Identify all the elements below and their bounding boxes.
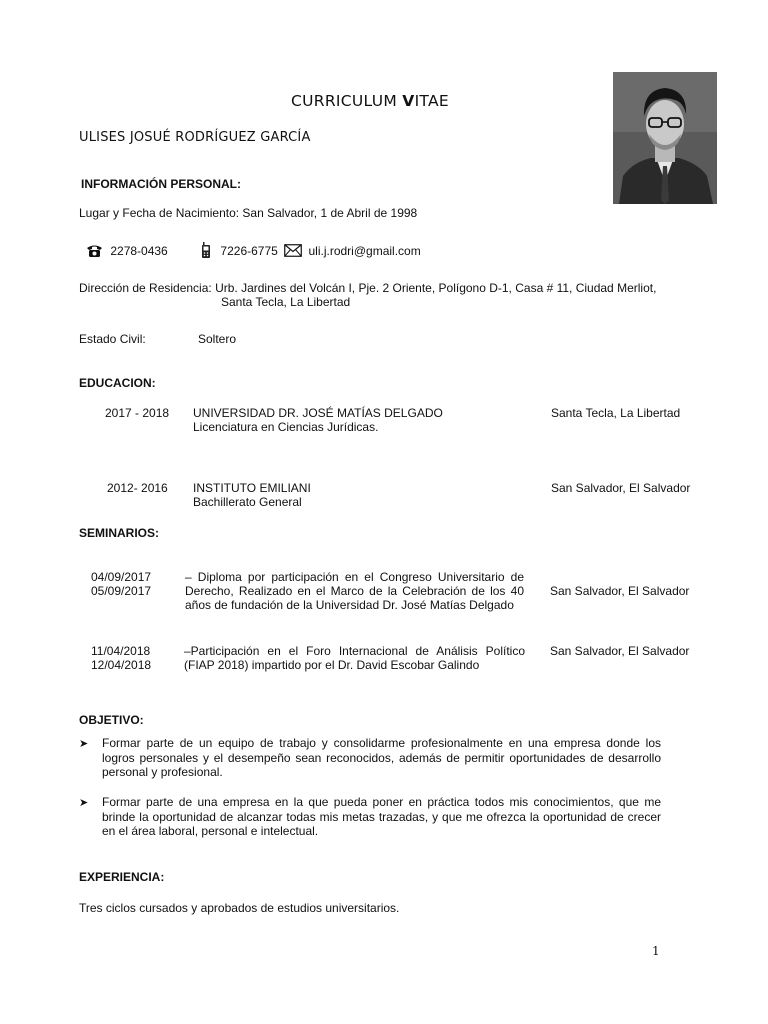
education-years: 2012- 2016 [107,481,168,495]
title-initial: V [402,92,415,110]
seminar-date-start: 04/09/2017 [91,570,152,584]
mobile-number: 7226-6775 [220,244,278,259]
education-school: INSTITUTO EMILIANI [193,481,311,495]
objective-item: Formar parte de una empresa en la que pueda poner en práctica todos mis conocimientos, que me brinde la oportunidad de alcanzar todas mis metas trazadas, y que me ofrezca la oportunidad de crecer en el área laboral, personal e intelectual. [102,795,661,838]
experience-text: Tres ciclos cursados y aprobados de estudios universitarios. [79,901,400,915]
education-degree: Licenciatura en Ciencias Jurídicas. [193,420,379,434]
civil-status-value: Soltero [198,332,237,346]
section-heading-experience: EXPERIENCIA: [79,870,165,884]
phone-number: 2278-0436 [110,244,168,259]
profile-photo [613,72,717,204]
telephone-icon [86,244,103,260]
mobile-phone-icon [201,242,211,262]
seminar-date-end: 05/09/2017 [91,584,152,598]
section-heading-education: EDUCACION: [79,376,156,390]
education-years: 2017 - 2018 [105,406,170,420]
seminar-place: San Salvador, El Salvador [550,644,690,658]
address-line-2: Santa Tecla, La Libertad [221,295,351,309]
birth-info: Lugar y Fecha de Nacimiento: San Salvador, 1 de Abril de 1998 [79,206,418,220]
section-heading-personal: INFORMACIÓN PERSONAL: [81,177,241,191]
seminar-date-end: 12/04/2018 [91,658,152,672]
envelope-icon [284,244,302,260]
education-degree: Bachillerato General [193,495,302,509]
seminar-date-start: 11/04/2018 [91,644,151,658]
seminar-description: – Diploma por participación en el Congreso Universitario de Derecho, Realizado en el Marco de la Celebración de los 40 años de fundación de la Universidad Dr. José Matías Delgado [185,570,524,612]
education-place: Santa Tecla, La Libertad [551,406,681,420]
page-number: 1 [652,944,660,958]
civil-status-label: Estado Civil: [79,332,146,346]
address-line-1: Dirección de Residencia: Urb. Jardines del Volcán I, Pje. 2 Oriente, Polígono D-1, Casa # 11, Ciudad Merliot, [79,281,657,295]
person-name: ULISES JOSUÉ RODRÍGUEZ GARCÍA [79,130,311,145]
arrow-bullet-icon: ➤ [79,738,89,750]
seminar-place: San Salvador, El Salvador [550,584,690,598]
education-school: UNIVERSIDAD DR. JOSÉ MATÍAS DELGADO [193,406,443,420]
arrow-bullet-icon: ➤ [79,797,89,809]
education-place: San Salvador, El Salvador [551,481,691,495]
title-part: ITAE [414,92,449,110]
seminar-description: –Participación en el Foro Internacional de Análisis Político (FIAP 2018) impartido por el Dr. David Escobar Galindo [184,644,525,672]
objective-item: Formar parte de un equipo de trabajo y consolidarme profesionalmente en una empresa donde los logros personales y el desempeño sean reconocidos, además de permitir oportunidades de desarrollo personal y profesional. [102,736,661,779]
email-link[interactable]: uli.j.rodri@gmail.com [308,244,421,259]
portrait-image [613,72,717,204]
section-heading-objective: OBJETIVO: [79,713,144,727]
title-part: CURRICULUM [291,92,403,110]
contact-row [86,242,421,262]
section-heading-seminars: SEMINARIOS: [79,526,160,540]
